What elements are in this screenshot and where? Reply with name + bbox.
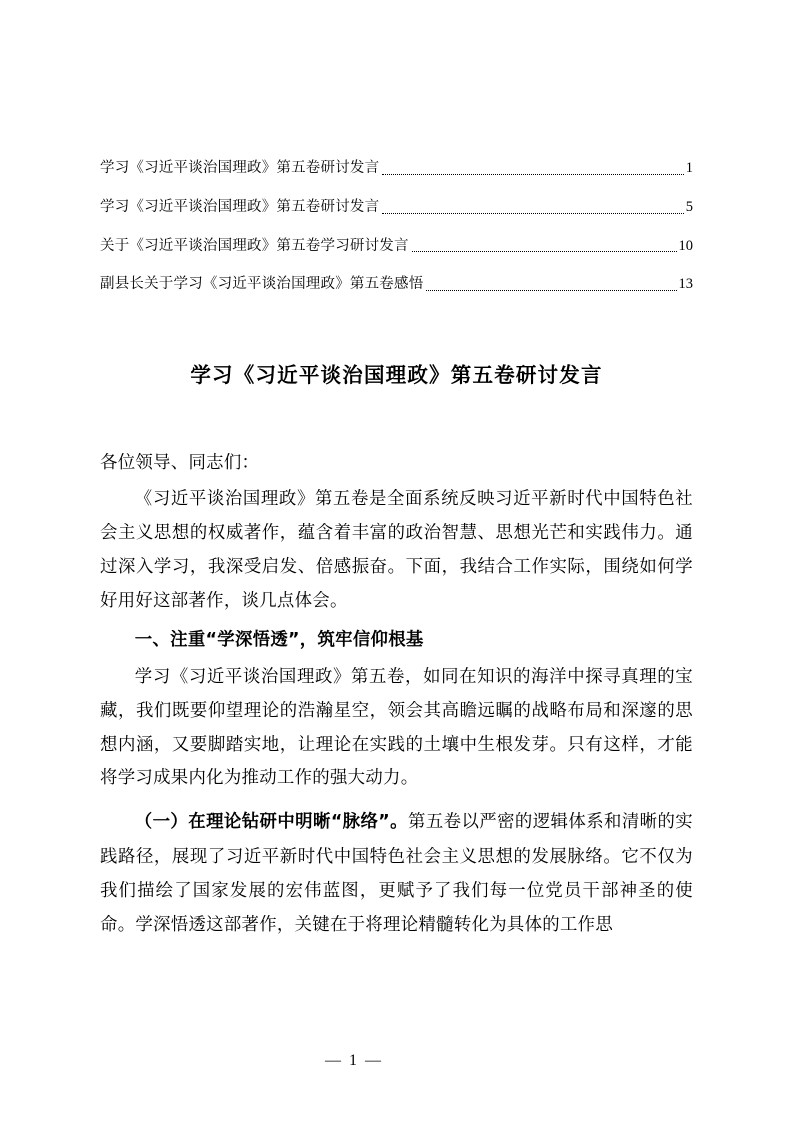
document-body bbox=[100, 446, 693, 942]
paragraph-salutation: 各位领导、同志们： bbox=[100, 452, 260, 472]
toc-leader-dots bbox=[382, 173, 683, 175]
toc-entry-title: 关于《习近平谈治国理政》第五卷学习研讨发言 bbox=[100, 237, 409, 254]
paragraph-intro: 《习近平谈治国理政》第五卷是全面系统反映习近平新时代中国特色社会主义思想的权威著作，蕴含着丰富的政治智慧、思想光芒和实践伟力。通过深入学习，我深受启发、倍感振奋。下面，我结合工作实际，围绕如何学好用好这部著作，谈几点体会。 bbox=[100, 487, 693, 610]
toc-entry-page: 13 bbox=[678, 276, 693, 293]
toc-entry[interactable] bbox=[100, 236, 693, 258]
paragraph-subsection-one bbox=[100, 805, 693, 942]
toc-entry-title: 副县长关于学习《习近平谈治国理政》第五卷感悟 bbox=[100, 276, 424, 293]
toc-entry-page: 1 bbox=[685, 160, 693, 176]
toc-leader-dots bbox=[382, 212, 683, 214]
subsection-label: （一）在理论钻研中明晰“脉络”。 bbox=[134, 812, 408, 833]
toc-entry-title: 学习《习近平谈治国理政》第五卷研讨发言 bbox=[100, 198, 380, 215]
paragraph-section-one-body: 学习《习近平谈治国理政》第五卷，如同在知识的海洋中探寻真理的宝藏，我们既要仰望理论的浩瀚星空，领会其高瞻远瞩的战略布局和深邃的思想内涵，又要脚踏实地，让理论在实践的土壤中生根发芽。只有这样，才能将学习成果内化为推动工作的强大动力。 bbox=[100, 665, 693, 788]
toc-entry-title: 学习《习近平谈治国理政》第五卷研讨发言 bbox=[100, 160, 380, 176]
toc-entry[interactable] bbox=[100, 158, 693, 180]
toc-leader-dots bbox=[426, 289, 676, 291]
toc-entry-page: 10 bbox=[678, 237, 693, 254]
toc-entry[interactable] bbox=[100, 274, 693, 296]
subsection-text: 第五卷以严密的逻辑体系和清晰的实践路径，展现了习近平新时代中国特色社会主义思想的发展脉络。它不仅为我们描绘了国家发展的宏伟蓝图，更赋予了我们每一位党员干部神圣的使命。学深悟透这部著作，关键在于将理论精髓转化为具体的工作思 bbox=[100, 811, 693, 935]
table-of-contents bbox=[100, 158, 693, 296]
page-title: 学习《习近平谈治国理政》第五卷研讨发言 bbox=[190, 363, 603, 387]
toc-leader-dots bbox=[412, 250, 677, 252]
toc-entry-page: 5 bbox=[685, 198, 693, 215]
page-number-footer: — 1 — bbox=[325, 1052, 383, 1069]
section-heading-one: 一、注重“学深悟透”，筑牢信仰根基 bbox=[134, 629, 424, 650]
toc-entry[interactable] bbox=[100, 197, 693, 219]
